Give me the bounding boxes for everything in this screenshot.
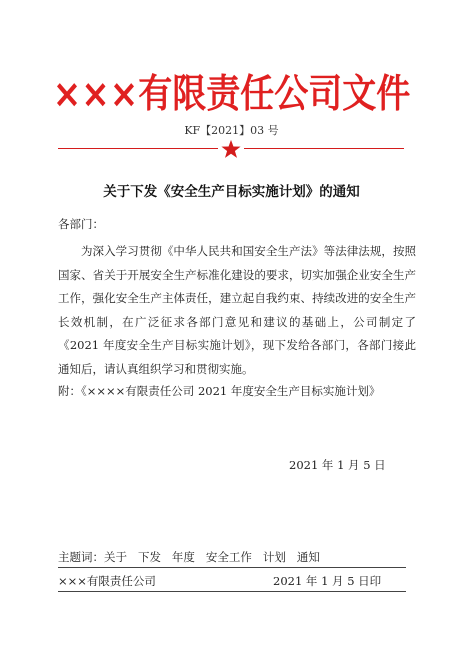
signing-date: 2021 年 1 月 5 日 bbox=[289, 458, 386, 472]
footer-rule-bottom bbox=[58, 591, 406, 592]
print-date: 2021 年 1 月 5 日印 bbox=[273, 574, 382, 588]
attachment-line: 附：《××××有限责任公司 2021 年度安全生产目标实施计划》 bbox=[58, 384, 381, 398]
star-icon bbox=[220, 139, 242, 159]
document-title: 关于下发《安全生产目标实施计划》的通知 bbox=[103, 184, 360, 200]
document-number: KF【2021】03 号 bbox=[184, 124, 279, 137]
keywords-line: 主题词：关于 下发 年度 安全工作 计划 通知 bbox=[58, 550, 320, 564]
header-rule-right bbox=[244, 148, 404, 149]
org-header-title: ×××有限责任公司文件 bbox=[52, 71, 411, 118]
body-paragraph: 为深入学习贯彻《中华人民共和国安全生产法》等法律法规，按照国家、省关于开展安全生产标准化建设的要求，切实加强企业安全生产工作，强化安全生产主体责任，建立起自我约束、持续改进的安全生产长效机制，在广泛征求各部门意见和建议的基础上，公司制定了《2021 年度安全生产目标实施计划》，现下发给各部门，各部门接此通知后，请认真组织学习和贯彻实施。 bbox=[58, 244, 416, 376]
footer-rule-top bbox=[58, 567, 406, 568]
issuer-name: ×××有限责任公司 bbox=[58, 574, 156, 588]
header-rule-left bbox=[58, 148, 218, 149]
salutation: 各部门： bbox=[58, 217, 104, 231]
